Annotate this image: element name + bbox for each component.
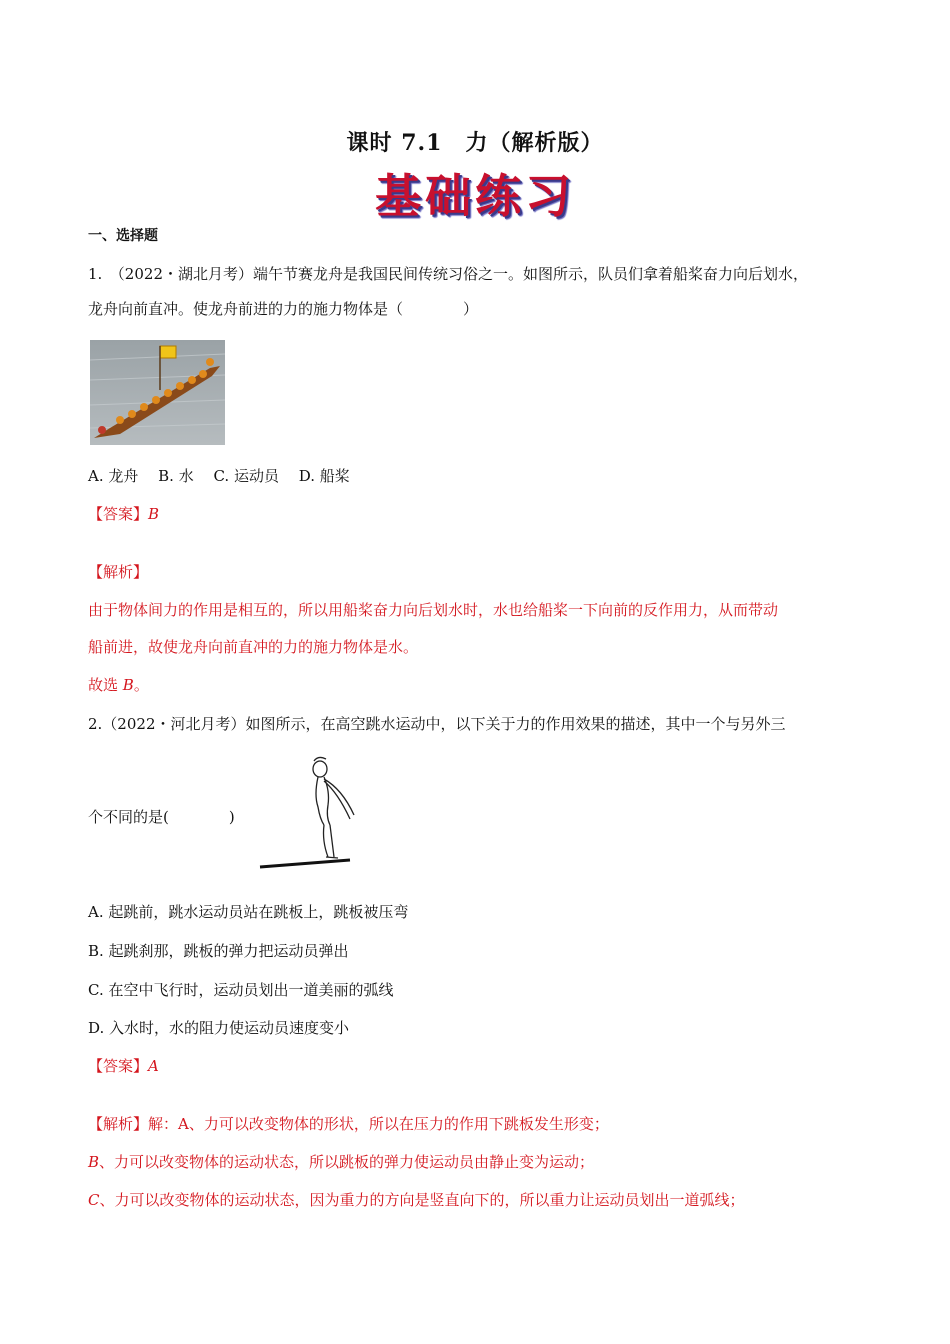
q2-analysis-b-text: 、力可以改变物体的运动状态，所以跳板的弹力使运动员由静止变为运动； (99, 1153, 595, 1171)
q1-analysis-line1: 由于物体间力的作用是相互的，所以用船桨奋力向后划水时，水也给船桨一下向前的反作用力，从而带动 (88, 601, 779, 619)
q2-option-d: D. 入水时，水的阻力使运动员速度变小 (88, 1019, 350, 1037)
page-title: 课时 7.1 力（解析版） (346, 130, 604, 156)
q2-analysis-a-text: 解：A、力可以改变物体的形状，所以在压力的作用下跳板发生形变； (148, 1115, 609, 1133)
q2-option-b: B. 起跳刹那，跳板的弹力把运动员弹出 (88, 942, 349, 960)
q1-stem-line2: 龙舟向前直冲。使龙舟前进的力的施力物体是（ ） (88, 300, 479, 318)
q2-analysis-c-text: 、力可以改变物体的运动状态，因为重力的方向是竖直向下的，所以重力让运动员划出一道弧线； (99, 1191, 745, 1209)
q2-option-c: C. 在空中飞行时，运动员划出一道美丽的弧线 (88, 981, 394, 999)
q2-analysis-c (88, 1190, 745, 1210)
q2-stem-line2: 个不同的是( ) (88, 808, 235, 826)
q1-conclusion (88, 675, 149, 695)
q1-conclusion-suffix: 。 (133, 676, 149, 694)
q2-analysis-c-prefix: C (88, 1191, 100, 1209)
q1-answer-value: B (148, 505, 160, 523)
q1-analysis-label: 【解析】 (88, 563, 149, 581)
q2-answer (88, 1056, 159, 1076)
q2-analysis-b-prefix: B (88, 1153, 100, 1171)
q2-stem-line1: 2.（2022・河北月考）如图所示，在高空跳水运动中，以下关于力的作用效果的描述，其中一个与另外三 (88, 715, 786, 733)
q1-options: A. 龙舟 B. 水 C. 运动员 D. 船桨 (88, 467, 350, 485)
q1-conclusion-value: B (122, 676, 134, 694)
q2-answer-label: 【答案】 (88, 1057, 149, 1075)
q2-analysis-a (88, 1114, 609, 1134)
q2-analysis-label: 【解析】 (88, 1115, 149, 1133)
q1-stem-line1: 1. （2022・湖北月考）端午节赛龙舟是我国民间传统习俗之一。如图所示，队员们拿着船桨奋力向后划水， (88, 265, 808, 283)
q1-answer (88, 504, 159, 524)
q2-analysis-b (88, 1152, 594, 1172)
q1-answer-label: 【答案】 (88, 505, 149, 523)
banner-heading: 基础练习 (375, 169, 575, 223)
section-heading: 一、选择题 (88, 228, 158, 244)
q2-answer-value: A (148, 1057, 159, 1075)
diver-illustration (258, 745, 358, 875)
dragon-boat-photo (90, 340, 225, 445)
q2-option-a: A. 起跳前，跳水运动员站在跳板上，跳板被压弯 (88, 903, 409, 921)
q1-conclusion-prefix: 故选 (88, 676, 123, 694)
q1-analysis-line2: 船前进，故使龙舟向前直冲的力的施力物体是水。 (88, 638, 419, 656)
